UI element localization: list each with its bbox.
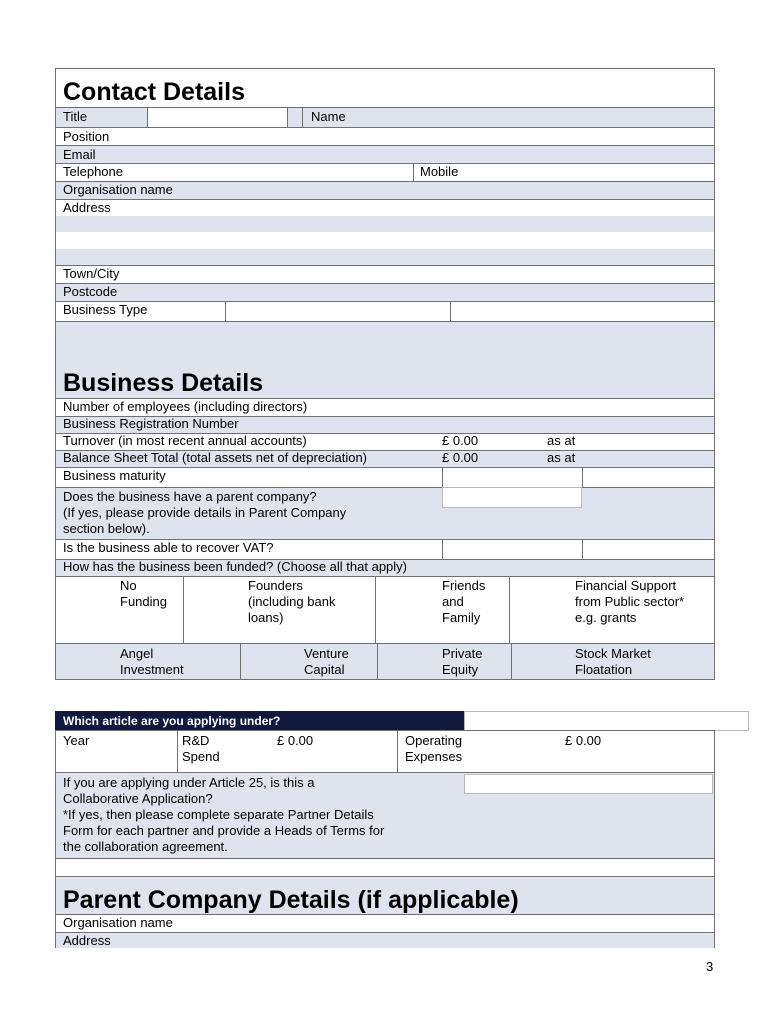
address-line-4[interactable] [56, 249, 714, 265]
turnover-label: Turnover (in most recent annual accounts) [63, 433, 307, 448]
town-field[interactable] [55, 265, 715, 284]
parent-address-label: Address [63, 933, 111, 948]
postcode-label: Postcode [63, 284, 118, 299]
telephone-label: Telephone [63, 164, 123, 179]
vat-label: Is the business able to recover VAT? [63, 540, 274, 555]
parent-organisation-label: Organisation name [63, 915, 173, 930]
spacer-row [55, 858, 715, 877]
business-type-extra[interactable] [450, 301, 715, 322]
parent-company-select[interactable] [442, 487, 582, 508]
article-question: Which article are you applying under? [63, 714, 281, 728]
funding-label: Friends and Family [442, 578, 486, 625]
funding-label: Founders (including bank loans) [248, 578, 336, 625]
article-select[interactable] [464, 711, 749, 731]
maturity-select[interactable] [442, 467, 583, 488]
operating-expenses-value[interactable]: £ 0.00 [565, 733, 602, 748]
business-type-select[interactable] [225, 301, 451, 322]
position-label: Position [63, 129, 110, 144]
balance-label: Balance Sheet Total (total assets net of depreciation) [63, 450, 368, 465]
title-field[interactable] [147, 107, 288, 128]
employees-label: Number of employees (including directors) [63, 399, 308, 414]
vat-select[interactable] [442, 539, 583, 560]
rd-spend-label: R&D Spend [182, 733, 220, 764]
funding-question: How has the business been funded? (Choose all that apply) [63, 559, 407, 574]
position-field[interactable] [55, 127, 715, 146]
email-field[interactable] [55, 145, 715, 164]
funding-label: Stock Market Floatation [575, 646, 651, 677]
postcode-field[interactable] [55, 283, 715, 302]
vat-extra [582, 539, 715, 560]
business-details-heading: Business Details [63, 369, 264, 397]
name-label: Name [311, 109, 346, 124]
turnover-as-at: as at [547, 433, 576, 448]
collaboration-text: If you are applying under Article 25, is this a Collaborative Application? *If yes, then please complete separate Partner Details Form for each partner and provide a Heads of Terms for the collaboration agreement. [63, 775, 385, 854]
funding-label: Private Equity [442, 646, 483, 677]
contact-details-heading: Contact Details [63, 78, 245, 106]
address-label: Address [63, 200, 111, 215]
title-label: Title [63, 109, 88, 124]
operating-expenses-label: Operating Expenses [405, 733, 463, 764]
rd-spend-value[interactable]: £ 0.00 [277, 733, 314, 748]
town-label: Town/City [63, 266, 120, 281]
collaboration-select[interactable] [464, 774, 713, 794]
parent-company-heading: Parent Company Details (if applicable) [63, 886, 519, 914]
business-type-label: Business Type [63, 302, 148, 317]
balance-value[interactable]: £ 0.00 [442, 450, 479, 465]
year-label: Year [63, 733, 90, 748]
address-line-2[interactable] [56, 216, 714, 232]
funding-label: No Funding [120, 578, 167, 609]
registration-label: Business Registration Number [63, 416, 239, 431]
title-spacer [287, 107, 303, 128]
organisation-label: Organisation name [63, 182, 173, 197]
name-field[interactable] [302, 107, 715, 128]
page-number: 3 [706, 959, 714, 974]
maturity-extra [582, 467, 715, 488]
funding-label: Angel Investment [120, 646, 184, 677]
mobile-field[interactable] [413, 163, 715, 182]
turnover-value[interactable]: £ 0.00 [442, 433, 479, 448]
funding-label: Venture Capital [304, 646, 349, 677]
email-label: Email [63, 147, 96, 162]
balance-as-at: as at [547, 450, 576, 465]
page-bottom-mask [50, 948, 750, 956]
maturity-label: Business maturity [63, 468, 166, 483]
parent-company-question: Does the business have a parent company? (If yes, please provide details in Parent Company section below). [63, 489, 347, 536]
funding-label: Financial Support from Public sector* e.g. grants [575, 578, 685, 625]
mobile-label: Mobile [420, 164, 459, 179]
